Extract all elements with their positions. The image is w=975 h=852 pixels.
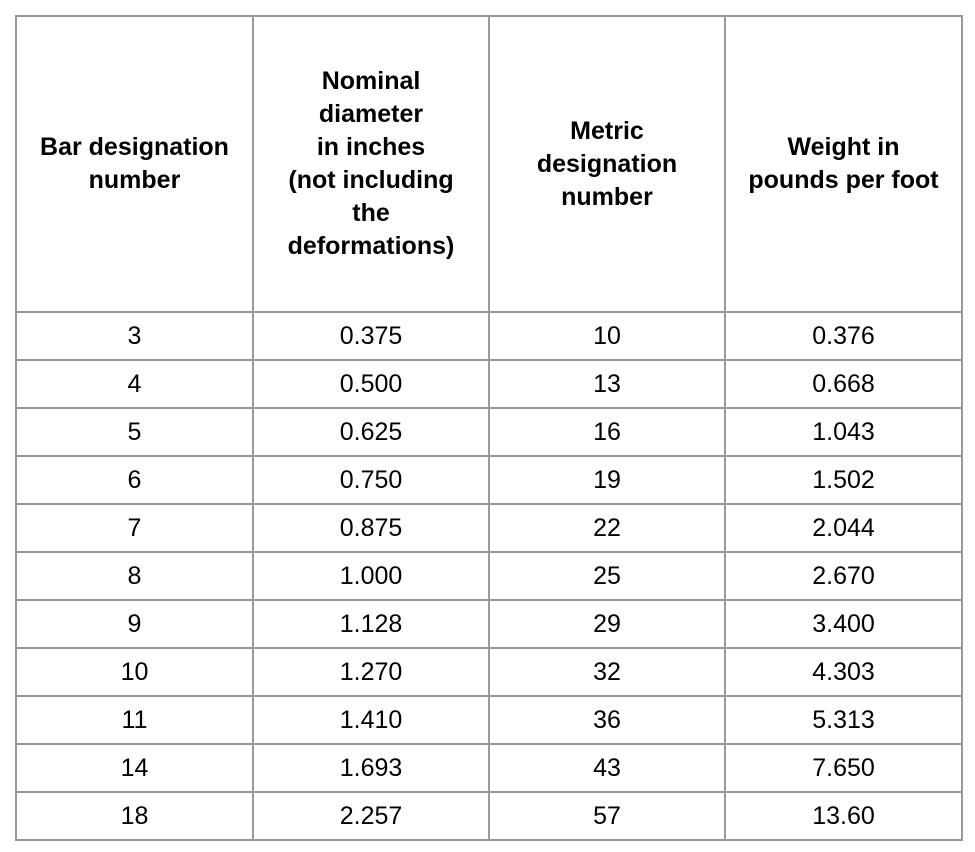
table-row (16, 456, 962, 504)
cell-bar-designation: 11 (16, 696, 253, 744)
header-line: diameter (318, 100, 424, 128)
cell-bar-designation: 5 (16, 408, 253, 456)
cell-weight: 2.044 (725, 504, 962, 552)
cell-weight: 2.670 (725, 552, 962, 600)
table-row (16, 360, 962, 408)
cell-weight: 4.303 (725, 648, 962, 696)
cell-metric-designation: 25 (489, 552, 725, 600)
header-metric-designation-number (489, 16, 725, 312)
cell-bar-designation: 14 (16, 744, 253, 792)
cell-nominal-diameter: 1.128 (253, 600, 489, 648)
table-body (16, 312, 962, 840)
cell-metric-designation: 19 (489, 456, 725, 504)
header-nominal-diameter (253, 16, 489, 312)
cell-weight: 13.60 (725, 792, 962, 840)
cell-nominal-diameter: 2.257 (253, 792, 489, 840)
cell-bar-designation: 8 (16, 552, 253, 600)
table-row (16, 312, 962, 360)
cell-bar-designation: 7 (16, 504, 253, 552)
cell-metric-designation: 29 (489, 600, 725, 648)
header-line: Weight in (787, 133, 900, 161)
cell-bar-designation: 4 (16, 360, 253, 408)
table-row (16, 744, 962, 792)
table-row (16, 648, 962, 696)
cell-bar-designation: 3 (16, 312, 253, 360)
cell-nominal-diameter: 0.750 (253, 456, 489, 504)
header-line: pounds per foot (748, 166, 939, 194)
cell-nominal-diameter: 0.500 (253, 360, 489, 408)
cell-bar-designation: 10 (16, 648, 253, 696)
header-line: Bar designation (40, 133, 229, 161)
header-line: number (88, 166, 181, 194)
header-row (16, 16, 962, 312)
header-line: number (561, 182, 653, 211)
table-row (16, 600, 962, 648)
cell-metric-designation: 22 (489, 504, 725, 552)
header-line: deformations) (287, 232, 455, 260)
table-row (16, 552, 962, 600)
header-line: (not including (288, 166, 454, 194)
cell-nominal-diameter: 0.375 (253, 312, 489, 360)
rebar-table (15, 15, 963, 841)
cell-metric-designation: 43 (489, 744, 725, 792)
header-line: in inches (316, 133, 426, 161)
cell-nominal-diameter: 1.270 (253, 648, 489, 696)
header-line: the (352, 199, 390, 227)
cell-bar-designation: 18 (16, 792, 253, 840)
cell-metric-designation: 16 (489, 408, 725, 456)
header-line: Metric (570, 116, 644, 145)
cell-weight: 5.313 (725, 696, 962, 744)
header-bar-designation-number (16, 16, 253, 312)
cell-bar-designation: 9 (16, 600, 253, 648)
cell-weight: 7.650 (725, 744, 962, 792)
cell-metric-designation: 36 (489, 696, 725, 744)
header-line: Nominal (321, 67, 421, 95)
table-row (16, 504, 962, 552)
cell-bar-designation: 6 (16, 456, 253, 504)
cell-weight: 1.043 (725, 408, 962, 456)
header-line: designation (536, 149, 678, 178)
cell-nominal-diameter: 1.000 (253, 552, 489, 600)
cell-weight: 0.376 (725, 312, 962, 360)
cell-nominal-diameter: 0.625 (253, 408, 489, 456)
table-row (16, 408, 962, 456)
cell-metric-designation: 57 (489, 792, 725, 840)
cell-weight: 1.502 (725, 456, 962, 504)
cell-weight: 0.668 (725, 360, 962, 408)
cell-nominal-diameter: 1.410 (253, 696, 489, 744)
cell-weight: 3.400 (725, 600, 962, 648)
cell-metric-designation: 32 (489, 648, 725, 696)
table-header (16, 16, 962, 312)
cell-metric-designation: 10 (489, 312, 725, 360)
cell-nominal-diameter: 0.875 (253, 504, 489, 552)
table-row (16, 792, 962, 840)
cell-nominal-diameter: 1.693 (253, 744, 489, 792)
cell-metric-designation: 13 (489, 360, 725, 408)
header-weight-pounds-per-foot (725, 16, 962, 312)
table-row (16, 696, 962, 744)
